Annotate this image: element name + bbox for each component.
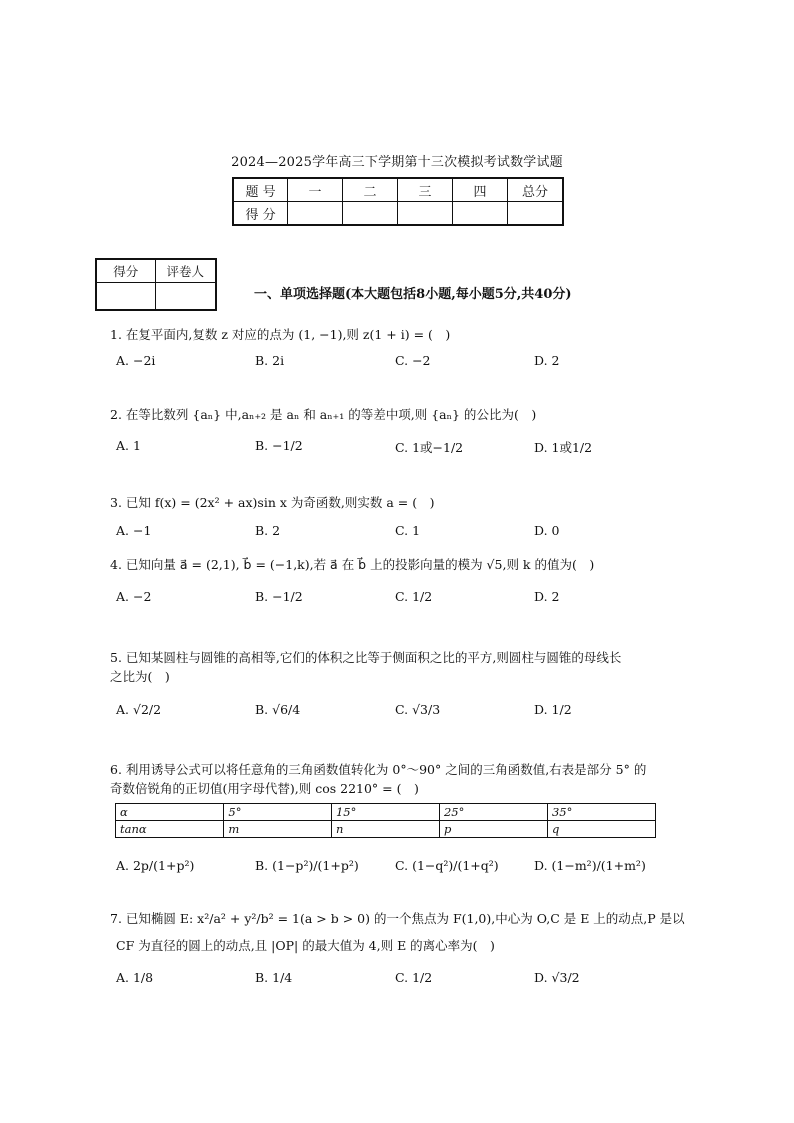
question-5-stem-line2: 之比为( ) — [110, 669, 170, 684]
q2-option-c: C. 1或−1/2 — [395, 440, 464, 455]
q4-option-d: D. 2 — [534, 589, 560, 604]
exam-title: 2024—2025学年高三下学期第十三次模拟考试数学试题 — [231, 155, 563, 170]
score-header-label: 题 号 — [233, 178, 288, 202]
score-header-1: 一 — [288, 178, 343, 202]
tangent-table-cell: q — [547, 821, 655, 838]
q5-option-d: D. 1/2 — [534, 702, 572, 717]
score-table — [232, 177, 564, 226]
section-heading: 一、单项选择题(本大题包括8小题,每小题5分,共40分) — [254, 287, 572, 302]
q1-option-b: B. 2i — [255, 353, 285, 368]
score-header-2: 二 — [343, 178, 398, 202]
score-header-total: 总分 — [507, 178, 563, 202]
q3-option-a: A. −1 — [116, 523, 152, 538]
q3-option-b: B. 2 — [255, 523, 281, 538]
q3-option-c: C. 1 — [395, 523, 421, 538]
q7-option-d: D. √3/2 — [534, 970, 580, 985]
q7-option-c: C. 1/2 — [395, 970, 433, 985]
tangent-table-cell: α — [116, 804, 224, 821]
q6-option-c: C. (1−q²)/(1+q²) — [395, 858, 499, 873]
question-7-stem-line1: 7. 已知椭圆 E: x²/a² + y²/b² = 1(a > b > 0) 的一个焦点为 F(1,0),中心为 O,C 是 E 上的动点,P 是以 — [110, 911, 685, 926]
q5-option-b: B. √6/4 — [255, 702, 301, 717]
tangent-table-cell: 5° — [224, 804, 332, 821]
tangent-table-cell: 35° — [547, 804, 655, 821]
tangent-table-cell: tanα — [116, 821, 224, 838]
q4-option-c: C. 1/2 — [395, 589, 433, 604]
q6-option-a: A. 2p/(1+p²) — [116, 858, 195, 873]
q5-option-a: A. √2/2 — [116, 702, 162, 717]
score-header-4: 四 — [452, 178, 507, 202]
score-table-header-row — [233, 178, 563, 202]
score-cell[interactable] — [507, 202, 563, 226]
score-cell[interactable] — [343, 202, 398, 226]
score-row-label: 得 分 — [233, 202, 288, 226]
grader-person-label: 评卷人 — [155, 259, 216, 283]
q6-option-d: D. (1−m²)/(1+m²) — [534, 858, 646, 873]
question-2-stem: 2. 在等比数列 {aₙ} 中,aₙ₊₂ 是 aₙ 和 aₙ₊₁ 的等差中项,则 {aₙ} 的公比为( ) — [110, 407, 537, 422]
grader-score-cell[interactable] — [96, 283, 155, 311]
question-4-stem: 4. 已知向量 a⃗ = (2,1), b⃗ = (−1,k),若 a⃗ 在 b⃗ 上的投影向量的模为 √5,则 k 的值为( ) — [110, 557, 595, 572]
score-cell[interactable] — [397, 202, 452, 226]
q3-option-d: D. 0 — [534, 523, 560, 538]
q1-option-a: A. −2i — [116, 353, 156, 368]
q5-option-c: C. √3/3 — [395, 702, 441, 717]
tangent-table-cell: 15° — [331, 804, 439, 821]
question-7-stem-line2: CF 为直径的圆上的动点,且 |OP| 的最大值为 4,则 E 的离心率为( ) — [116, 938, 495, 953]
tangent-table-cell: 25° — [439, 804, 547, 821]
score-table-value-row — [233, 202, 563, 226]
q2-option-d: D. 1或1/2 — [534, 440, 593, 455]
tangent-table-value-row — [116, 821, 656, 838]
question-1-stem: 1. 在复平面内,复数 z 对应的点为 (1, −1),则 z(1 + i) = ( ) — [110, 327, 451, 342]
question-6-stem-line2: 奇数倍锐角的正切值(用字母代替),则 cos 2210° = ( ) — [110, 781, 419, 796]
tangent-table-cell: n — [331, 821, 439, 838]
score-cell[interactable] — [288, 202, 343, 226]
tangent-table — [115, 803, 656, 838]
score-header-3: 三 — [397, 178, 452, 202]
q4-option-b: B. −1/2 — [255, 589, 303, 604]
question-5-stem-line1: 5. 已知某圆柱与圆锥的高相等,它们的体积之比等于侧面积之比的平方,则圆柱与圆锥的母线长 — [110, 650, 622, 665]
tangent-table-angle-row — [116, 804, 656, 821]
score-cell[interactable] — [452, 202, 507, 226]
q7-option-a: A. 1/8 — [116, 970, 154, 985]
q1-option-c: C. −2 — [395, 353, 431, 368]
tangent-table-cell: p — [439, 821, 547, 838]
q2-option-a: A. 1 — [116, 438, 141, 453]
grader-person-cell[interactable] — [155, 283, 216, 311]
tangent-table-cell: m — [224, 821, 332, 838]
q1-option-d: D. 2 — [534, 353, 560, 368]
q2-option-b: B. −1/2 — [255, 438, 303, 453]
question-6-stem-line1: 6. 利用诱导公式可以将任意角的三角函数值转化为 0°～90° 之间的三角函数值,右表是部分 5° 的 — [110, 762, 647, 777]
q6-option-b: B. (1−p²)/(1+p²) — [255, 858, 359, 873]
question-3-stem: 3. 已知 f(x) = (2x² + ax)sin x 为奇函数,则实数 a = ( ) — [110, 495, 435, 510]
grader-table — [95, 258, 217, 311]
q4-option-a: A. −2 — [116, 589, 152, 604]
grader-score-label: 得分 — [96, 259, 155, 283]
q7-option-b: B. 1/4 — [255, 970, 293, 985]
